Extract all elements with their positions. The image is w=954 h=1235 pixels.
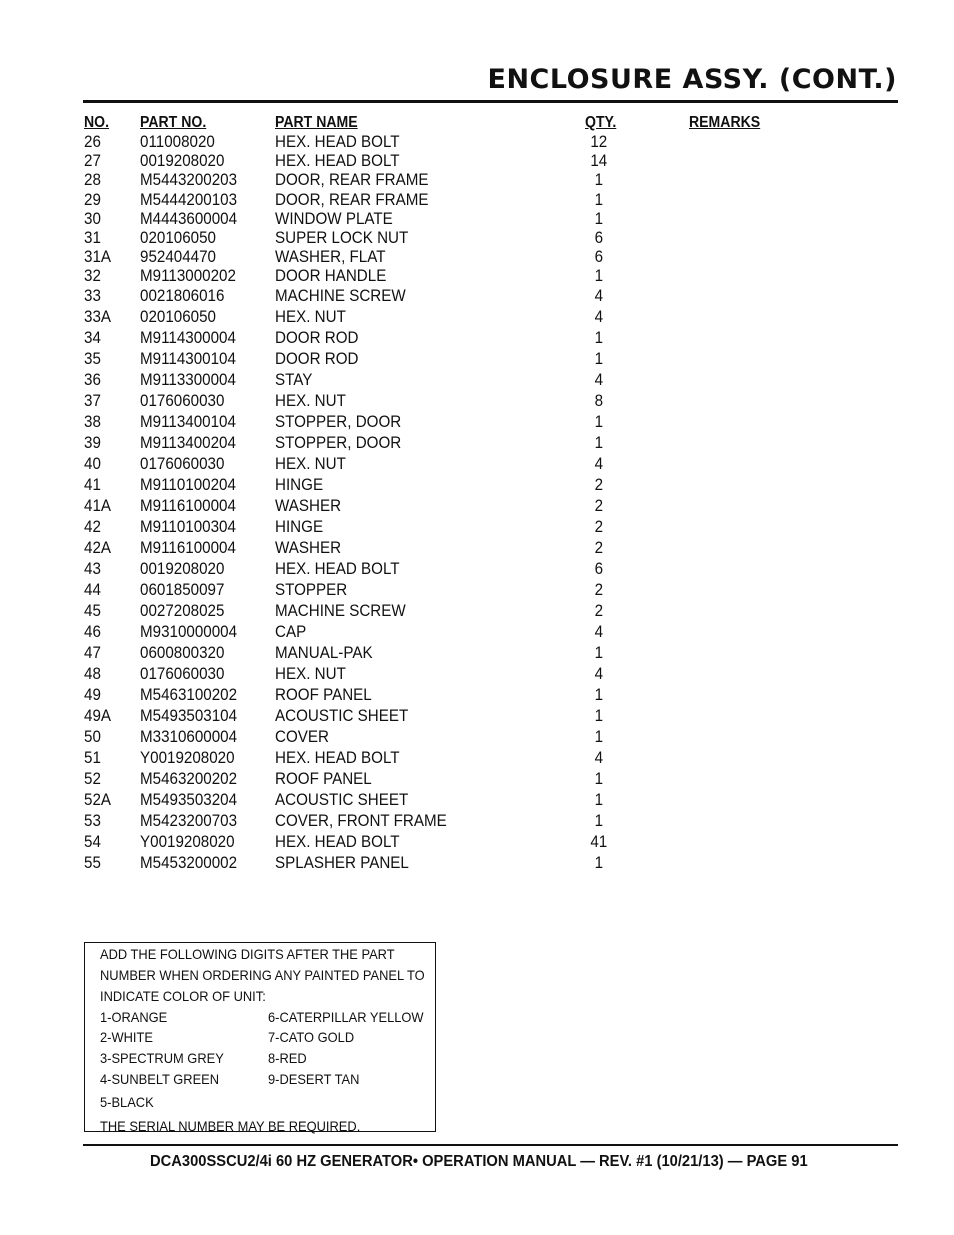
cell-part-name: ROOF PANEL bbox=[275, 769, 372, 788]
cell-part-no: M9114300004 bbox=[140, 328, 236, 347]
cell-part-no: M5463100202 bbox=[140, 685, 238, 704]
cell-part-no: 0600800320 bbox=[140, 643, 225, 662]
cell-no: 40 bbox=[84, 454, 101, 473]
cell-qty: 1 bbox=[594, 171, 604, 190]
cell-qty: 4 bbox=[594, 454, 604, 473]
cell-no: 38 bbox=[84, 412, 101, 431]
cell-no: 36 bbox=[84, 370, 101, 389]
table-row bbox=[0, 854, 954, 875]
cell-qty: 1 bbox=[594, 853, 604, 872]
header-no: NO. bbox=[84, 114, 110, 131]
cell-no: 29 bbox=[84, 190, 101, 209]
cell-part-no: M9113400204 bbox=[140, 433, 236, 452]
cell-qty: 41 bbox=[590, 832, 608, 851]
cell-qty: 4 bbox=[594, 748, 604, 767]
cell-part-no: M5453200002 bbox=[140, 853, 238, 872]
cell-no: 39 bbox=[84, 433, 101, 452]
cell-qty: 6 bbox=[594, 228, 604, 247]
table-row bbox=[0, 308, 954, 329]
cell-no: 30 bbox=[84, 209, 101, 228]
table-row bbox=[0, 350, 954, 371]
cell-no: 45 bbox=[84, 601, 101, 620]
table-row bbox=[0, 191, 954, 210]
cell-no: 46 bbox=[84, 622, 101, 641]
cell-no: 27 bbox=[84, 152, 101, 171]
cell-no: 50 bbox=[84, 727, 101, 746]
cell-no: 31A bbox=[84, 248, 112, 267]
cell-part-name: MACHINE SCREW bbox=[275, 286, 406, 305]
cell-part-name: DOOR HANDLE bbox=[275, 267, 387, 286]
table-row bbox=[0, 413, 954, 434]
cell-part-no: 0019208020 bbox=[140, 152, 225, 171]
cell-no: 34 bbox=[84, 328, 101, 347]
cell-qty: 2 bbox=[594, 601, 604, 620]
cell-part-name: COVER bbox=[275, 727, 329, 746]
cell-no: 43 bbox=[84, 559, 101, 578]
table-header bbox=[0, 114, 954, 134]
cell-part-no: M5493503204 bbox=[140, 790, 238, 809]
cell-no: 49 bbox=[84, 685, 101, 704]
cell-qty: 4 bbox=[594, 664, 604, 683]
cell-part-no: 0176060030 bbox=[140, 391, 225, 410]
note-intro-line: INDICATE COLOR OF UNIT: bbox=[100, 988, 266, 1004]
cell-no: 26 bbox=[84, 133, 101, 151]
cell-part-name: WASHER bbox=[275, 496, 342, 515]
cell-part-no: M9113300004 bbox=[140, 370, 236, 389]
table-row bbox=[0, 602, 954, 623]
cell-qty: 1 bbox=[594, 349, 604, 368]
table-row bbox=[0, 686, 954, 707]
cell-part-name: HINGE bbox=[275, 475, 324, 494]
cell-part-name: WINDOW PLATE bbox=[275, 209, 393, 228]
cell-no: 49A bbox=[84, 706, 112, 725]
footer-rule bbox=[83, 1144, 898, 1146]
color-code-note bbox=[84, 942, 436, 1132]
cell-part-no: M9113400104 bbox=[140, 412, 236, 431]
cell-qty: 6 bbox=[594, 248, 604, 267]
cell-no: 41A bbox=[84, 496, 112, 515]
header-part-name: PART NAME bbox=[275, 114, 358, 131]
table-row bbox=[0, 392, 954, 413]
cell-part-name: MACHINE SCREW bbox=[275, 601, 406, 620]
header-part-no: PART NO. bbox=[140, 114, 207, 131]
cell-part-name: DOOR, REAR FRAME bbox=[275, 190, 429, 209]
cell-no: 32 bbox=[84, 267, 101, 286]
color-code: 1-ORANGE bbox=[100, 1009, 168, 1025]
table-row bbox=[0, 434, 954, 455]
cell-qty: 2 bbox=[594, 538, 604, 557]
cell-part-no: M5444200103 bbox=[140, 190, 238, 209]
table-row bbox=[0, 371, 954, 392]
cell-part-no: 0021806016 bbox=[140, 286, 225, 305]
table-row bbox=[0, 539, 954, 560]
cell-part-no: M9310000004 bbox=[140, 622, 238, 641]
cell-part-name: HEX. HEAD BOLT bbox=[275, 832, 400, 851]
cell-qty: 6 bbox=[594, 559, 604, 578]
cell-qty: 1 bbox=[594, 706, 604, 725]
cell-part-no: M5493503104 bbox=[140, 706, 238, 725]
cell-part-name: ROOF PANEL bbox=[275, 685, 372, 704]
cell-part-name: WASHER bbox=[275, 538, 342, 557]
cell-no: 33 bbox=[84, 286, 101, 305]
table-row bbox=[0, 171, 954, 190]
cell-part-name: COVER, FRONT FRAME bbox=[275, 811, 447, 830]
cell-qty: 1 bbox=[594, 209, 604, 228]
cell-qty: 1 bbox=[594, 811, 604, 830]
cell-no: 31 bbox=[84, 228, 101, 247]
cell-qty: 1 bbox=[594, 433, 604, 452]
cell-part-name: HEX. HEAD BOLT bbox=[275, 152, 400, 171]
header-remarks: REMARKS bbox=[689, 114, 761, 131]
cell-no: 42 bbox=[84, 517, 101, 536]
cell-part-name: STOPPER bbox=[275, 580, 348, 599]
cell-qty: 2 bbox=[594, 496, 604, 515]
table-row bbox=[0, 267, 954, 286]
color-code: 9-DESERT TAN bbox=[268, 1071, 360, 1087]
cell-part-name: SUPER LOCK NUT bbox=[275, 228, 409, 247]
title-rule bbox=[83, 100, 898, 103]
cell-part-name: DOOR ROD bbox=[275, 328, 359, 347]
cell-part-name: STOPPER, DOOR bbox=[275, 433, 402, 452]
cell-part-no: M9116100004 bbox=[140, 538, 236, 557]
cell-qty: 12 bbox=[590, 133, 608, 151]
cell-part-no: M9114300104 bbox=[140, 349, 236, 368]
cell-part-name: MANUAL-PAK bbox=[275, 643, 373, 662]
cell-qty: 1 bbox=[594, 727, 604, 746]
table-row bbox=[0, 560, 954, 581]
cell-part-no: 0601850097 bbox=[140, 580, 225, 599]
table-row bbox=[0, 644, 954, 665]
cell-part-no: M5463200202 bbox=[140, 769, 238, 788]
cell-qty: 4 bbox=[594, 286, 604, 305]
cell-part-no: 0019208020 bbox=[140, 559, 225, 578]
color-code: 4-SUNBELT GREEN bbox=[100, 1071, 220, 1087]
cell-qty: 2 bbox=[594, 580, 604, 599]
cell-part-name: HEX. NUT bbox=[275, 391, 346, 410]
cell-part-no: 952404470 bbox=[140, 248, 216, 267]
table-row bbox=[0, 152, 954, 171]
cell-no: 37 bbox=[84, 391, 101, 410]
cell-part-no: Y0019208020 bbox=[140, 832, 235, 851]
table-row bbox=[0, 665, 954, 686]
cell-no: 51 bbox=[84, 748, 101, 767]
cell-qty: 1 bbox=[594, 412, 604, 431]
cell-part-name: SPLASHER PANEL bbox=[275, 853, 409, 872]
cell-part-name: ACOUSTIC SHEET bbox=[275, 706, 409, 725]
cell-no: 41 bbox=[84, 475, 101, 494]
table-row bbox=[0, 707, 954, 728]
cell-part-name: HEX. HEAD BOLT bbox=[275, 559, 400, 578]
table-row bbox=[0, 229, 954, 248]
cell-part-name: HEX. NUT bbox=[275, 307, 346, 326]
cell-part-no: M9116100004 bbox=[140, 496, 236, 515]
cell-no: 33A bbox=[84, 307, 112, 326]
color-code: 2-WHITE bbox=[100, 1029, 153, 1045]
cell-no: 52A bbox=[84, 790, 112, 809]
cell-part-name: STAY bbox=[275, 370, 313, 389]
cell-part-no: M9110100304 bbox=[140, 517, 236, 536]
cell-qty: 14 bbox=[590, 152, 608, 171]
cell-qty: 2 bbox=[594, 475, 604, 494]
table-row bbox=[0, 133, 954, 152]
table-row bbox=[0, 497, 954, 518]
cell-qty: 2 bbox=[594, 517, 604, 536]
table-row bbox=[0, 791, 954, 812]
cell-part-name: HEX. HEAD BOLT bbox=[275, 133, 400, 151]
cell-part-no: Y0019208020 bbox=[140, 748, 235, 767]
cell-qty: 1 bbox=[594, 643, 604, 662]
cell-part-no: 0176060030 bbox=[140, 454, 225, 473]
cell-part-no: M9110100204 bbox=[140, 475, 236, 494]
cell-no: 54 bbox=[84, 832, 101, 851]
color-code: 7-CATO GOLD bbox=[268, 1029, 355, 1045]
cell-no: 44 bbox=[84, 580, 101, 599]
cell-qty: 8 bbox=[594, 391, 604, 410]
cell-no: 42A bbox=[84, 538, 112, 557]
table-row bbox=[0, 248, 954, 267]
color-code: 6-CATERPILLAR YELLOW bbox=[268, 1009, 424, 1025]
table-row bbox=[0, 518, 954, 539]
cell-no: 35 bbox=[84, 349, 101, 368]
cell-qty: 4 bbox=[594, 622, 604, 641]
cell-part-no: M4443600004 bbox=[140, 209, 238, 228]
table-row bbox=[0, 749, 954, 770]
table-row bbox=[0, 812, 954, 833]
cell-part-no: 011008020 bbox=[140, 133, 215, 151]
cell-qty: 1 bbox=[594, 769, 604, 788]
cell-qty: 4 bbox=[594, 307, 604, 326]
cell-part-no: 0176060030 bbox=[140, 664, 225, 683]
cell-no: 55 bbox=[84, 853, 101, 872]
cell-part-no: 020106050 bbox=[140, 228, 216, 247]
cell-no: 47 bbox=[84, 643, 101, 662]
serial-note: THE SERIAL NUMBER MAY BE REQUIRED. bbox=[100, 1118, 361, 1134]
cell-part-name: HEX. HEAD BOLT bbox=[275, 748, 400, 767]
parts-table bbox=[0, 133, 954, 875]
table-row bbox=[0, 210, 954, 229]
table-row bbox=[0, 455, 954, 476]
table-row bbox=[0, 770, 954, 791]
color-code: 8-RED bbox=[268, 1050, 307, 1066]
cell-part-no: M5443200203 bbox=[140, 171, 238, 190]
note-intro-line: ADD THE FOLLOWING DIGITS AFTER THE PART bbox=[100, 946, 395, 962]
cell-part-no: 020106050 bbox=[140, 307, 216, 326]
table-row bbox=[0, 329, 954, 350]
cell-qty: 1 bbox=[594, 685, 604, 704]
color-code: 5-BLACK bbox=[100, 1094, 154, 1110]
cell-part-name: ACOUSTIC SHEET bbox=[275, 790, 409, 809]
cell-no: 52 bbox=[84, 769, 101, 788]
cell-part-no: M9113000202 bbox=[140, 267, 236, 286]
table-row bbox=[0, 476, 954, 497]
page-footer: DCA300SSCU2/4i 60 HZ GENERATOR• OPERATION MANUAL — REV. #1 (10/21/13) — PAGE 91 bbox=[150, 1153, 808, 1170]
table-row bbox=[0, 833, 954, 854]
header-qty: QTY. bbox=[585, 114, 617, 131]
cell-qty: 1 bbox=[594, 328, 604, 347]
cell-part-name: CAP bbox=[275, 622, 307, 641]
cell-part-name: HINGE bbox=[275, 517, 324, 536]
cell-part-no: 0027208025 bbox=[140, 601, 225, 620]
cell-qty: 4 bbox=[594, 370, 604, 389]
cell-part-name: STOPPER, DOOR bbox=[275, 412, 402, 431]
note-intro-line: NUMBER WHEN ORDERING ANY PAINTED PANEL TO bbox=[100, 967, 425, 983]
table-row bbox=[0, 623, 954, 644]
cell-part-name: DOOR ROD bbox=[275, 349, 359, 368]
cell-qty: 1 bbox=[594, 267, 604, 286]
table-row bbox=[0, 287, 954, 308]
cell-no: 28 bbox=[84, 171, 101, 190]
cell-no: 53 bbox=[84, 811, 101, 830]
cell-part-name: DOOR, REAR FRAME bbox=[275, 171, 429, 190]
cell-no: 48 bbox=[84, 664, 101, 683]
table-row bbox=[0, 581, 954, 602]
cell-part-no: M3310600004 bbox=[140, 727, 238, 746]
cell-part-no: M5423200703 bbox=[140, 811, 238, 830]
page-title: ENCLOSURE ASSY. (CONT.) bbox=[487, 64, 897, 95]
cell-qty: 1 bbox=[594, 790, 604, 809]
color-code: 3-SPECTRUM GREY bbox=[100, 1050, 224, 1066]
cell-part-name: HEX. NUT bbox=[275, 664, 346, 683]
cell-qty: 1 bbox=[594, 190, 604, 209]
cell-part-name: WASHER, FLAT bbox=[275, 248, 386, 267]
cell-part-name: HEX. NUT bbox=[275, 454, 346, 473]
table-row bbox=[0, 728, 954, 749]
